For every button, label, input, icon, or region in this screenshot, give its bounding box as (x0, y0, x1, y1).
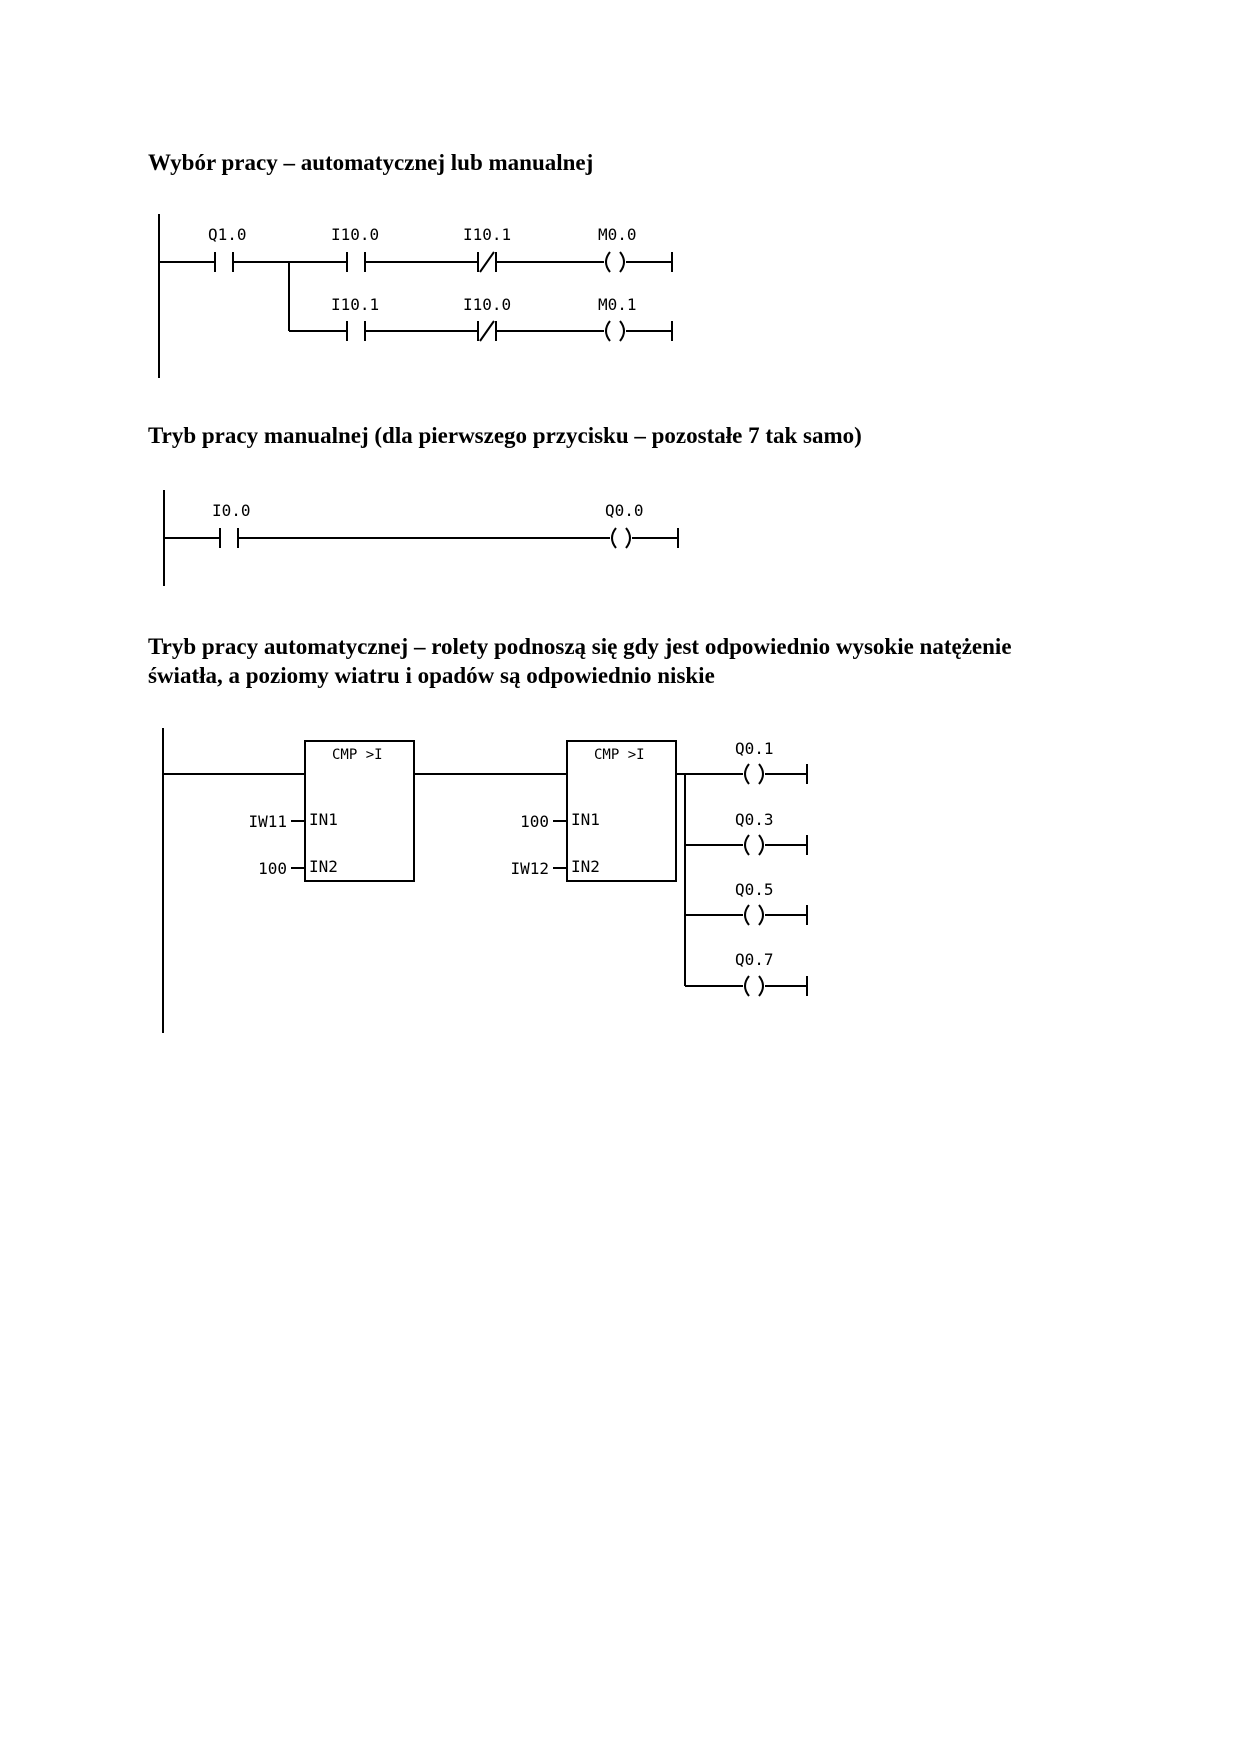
ladder-diagram-auto-mode (0, 720, 1240, 1040)
contact-label: Q1.0 (208, 225, 247, 244)
block-input-value: 100 (520, 812, 549, 831)
coil-label: M0.0 (598, 225, 637, 244)
block-input-label: IN1 (309, 810, 338, 829)
block-input-value: IW11 (248, 812, 287, 831)
contact-no-i0-0 (220, 528, 238, 548)
ladder-diagram-mode-select (0, 200, 1240, 390)
contact-label: I10.1 (463, 225, 512, 244)
coil-q0-3 (745, 835, 763, 855)
contact-no-q1-0 (215, 252, 233, 272)
contact-label: I10.1 (331, 295, 380, 314)
block-input-label: IN2 (571, 857, 600, 876)
coil-m0-0 (606, 252, 624, 272)
block-input-value: IW12 (510, 859, 549, 878)
contact-label: I10.0 (331, 225, 380, 244)
block-input-label: IN2 (309, 857, 338, 876)
contact-label: I0.0 (212, 501, 251, 520)
contact-nc-i10-0 (478, 321, 496, 341)
contact-no-i10-1 (347, 321, 365, 341)
block-input-label: IN1 (571, 810, 600, 829)
coil-q0-1 (745, 764, 763, 784)
coil-m0-1 (606, 321, 624, 341)
coil-label: Q0.5 (735, 880, 774, 899)
coil-q0-5 (745, 905, 763, 925)
compare-block-2 (510, 741, 676, 881)
contact-no-i10-0 (347, 252, 365, 272)
block-title: CMP >I (594, 747, 645, 763)
section-3-heading-line-1: Tryb pracy automatycznej – rolety podnoszą się gdy jest odpowiednio wysokie natężenie (148, 634, 1012, 659)
compare-block-1 (248, 741, 414, 881)
section-1-heading: Wybór pracy – automatycznej lub manualnej (148, 150, 594, 175)
section-2-heading: Tryb pracy manualnej (dla pierwszego przycisku – pozostałe 7 tak samo) (148, 423, 862, 448)
coil-label: Q0.0 (605, 501, 644, 520)
contact-nc-i10-1 (478, 252, 496, 272)
block-title: CMP >I (332, 747, 383, 763)
coil-q0-0 (612, 528, 630, 548)
ladder-diagram-manual-mode (0, 485, 1240, 595)
block-input-value: 100 (258, 859, 287, 878)
coil-label: Q0.3 (735, 810, 774, 829)
coil-q0-7 (745, 976, 763, 996)
coil-label: Q0.1 (735, 739, 774, 758)
contact-label: I10.0 (463, 295, 512, 314)
coil-label: M0.1 (598, 295, 637, 314)
coil-label: Q0.7 (735, 950, 774, 969)
section-3-heading-line-2: światła, a poziomy wiatru i opadów są odpowiednio niskie (148, 663, 715, 688)
